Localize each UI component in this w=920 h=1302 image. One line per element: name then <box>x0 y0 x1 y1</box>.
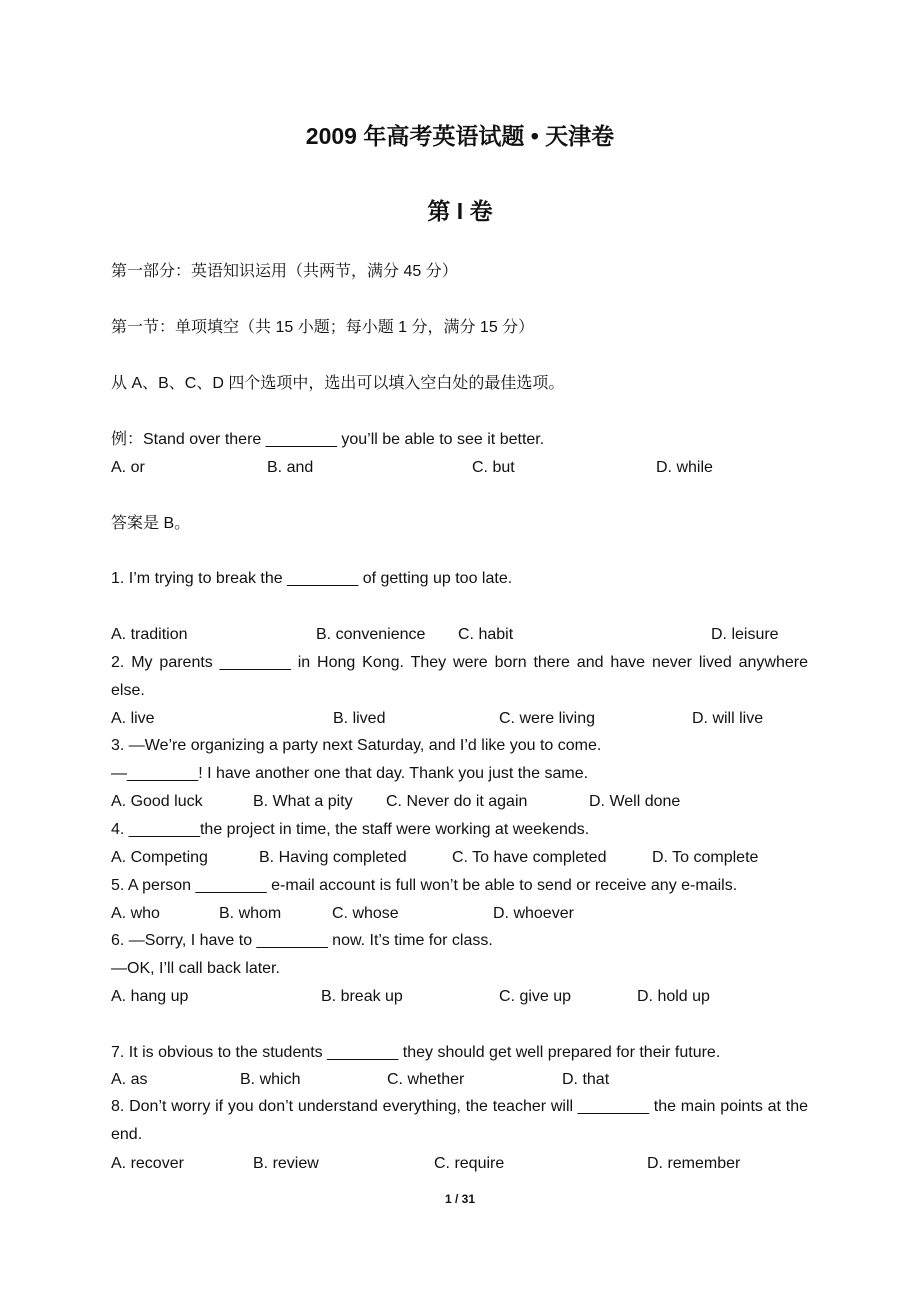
question-3-option-c: C. Never do it again <box>386 793 528 810</box>
question-4-option-b: B. Having completed <box>259 849 407 866</box>
example-stem: 例：Stand over there ________ you’ll be able to see it better. <box>111 431 545 448</box>
question-7-option-a: A. as <box>111 1071 148 1088</box>
question-3-stem: 3. —We’re organizing a party next Saturday, and I’d like you to come. <box>111 737 602 754</box>
section-heading: 第一节：单项填空（共 15 小题；每小题 1 分，满分 15 分） <box>111 319 535 336</box>
question-3-option-a: A. Good luck <box>111 793 203 810</box>
question-4-stem: 4. ________the project in time, the staff were working at weekends. <box>111 821 590 838</box>
question-5-option-b: B. whom <box>219 905 282 922</box>
question-8-option-d: D. remember <box>647 1155 741 1172</box>
question-5-option-a: A. who <box>111 905 160 922</box>
part-heading: 第一部分：英语知识运用（共两节，满分 45 分） <box>111 263 458 280</box>
example-option-b: B. and <box>267 459 314 476</box>
question-5-option-c: C. whose <box>332 905 399 922</box>
example-option-c: C. but <box>472 459 515 476</box>
question-8-option-a: A. recover <box>111 1155 184 1172</box>
question-1-option-c: C. habit <box>458 626 514 643</box>
question-7-option-b: B. which <box>240 1071 301 1088</box>
question-8-option-b: B. review <box>253 1155 319 1172</box>
volume-heading: 第 I 卷 <box>427 198 493 224</box>
question-4-option-a: A. Competing <box>111 849 208 866</box>
page-number: 1 / 31 <box>444 1192 476 1206</box>
example-option-d: D. while <box>656 459 713 476</box>
question-6-option-c: C. give up <box>499 988 572 1005</box>
question-2-option-a: A. live <box>111 710 155 727</box>
question-2-option-c: C. were living <box>499 710 596 727</box>
question-1-option-b: B. convenience <box>316 626 426 643</box>
question-5-stem: 5. A person ________ e-mail account is full won’t be able to send or receive any e-mails. <box>111 877 738 894</box>
question-7-option-c: C. whether <box>387 1071 465 1088</box>
question-7-option-d: D. that <box>562 1071 610 1088</box>
question-7-stem: 7. It is obvious to the students ________ they should get well prepared for their future. <box>111 1044 721 1061</box>
question-8-stem: 8. Don’t worry if you don’t understand everything, the teacher will ________ the main points at the end. <box>111 1098 808 1143</box>
question-3-option-d: D. Well done <box>589 793 681 810</box>
question-2-option-b: B. lived <box>333 710 386 727</box>
question-4-option-c: C. To have completed <box>452 849 607 866</box>
example-answer: 答案是 B。 <box>111 515 191 532</box>
question-2-stem: 2. My parents ________ in Hong Kong. They were born there and have never lived anywhere else. <box>111 654 808 699</box>
document-title: 2009 年高考英语试题 • 天津卷 <box>305 123 615 149</box>
question-5-option-d: D. whoever <box>493 905 574 922</box>
direction-text: 从 A、B、C、D 四个选项中，选出可以填入空白处的最佳选项。 <box>111 375 565 392</box>
question-6-option-d: D. hold up <box>637 988 710 1005</box>
question-3-reply: —________! I have another one that day. Thank you just the same. <box>111 765 589 782</box>
question-4-option-d: D. To complete <box>652 849 759 866</box>
question-1-option-d: D. leisure <box>711 626 779 643</box>
question-1-stem: 1. I’m trying to break the ________ of getting up too late. <box>111 570 513 587</box>
question-2-option-d: D. will live <box>692 710 764 727</box>
question-6-option-b: B. break up <box>321 988 403 1005</box>
question-1-option-a: A. tradition <box>111 626 188 643</box>
question-8-option-c: C. require <box>434 1155 505 1172</box>
question-6-stem: 6. —Sorry, I have to ________ now. It’s time for class. <box>111 932 493 949</box>
question-3-option-b: B. What a pity <box>253 793 353 810</box>
example-option-a: A. or <box>111 459 145 476</box>
question-6-option-a: A. hang up <box>111 988 189 1005</box>
question-6-reply: —OK, I’ll call back later. <box>111 960 280 977</box>
